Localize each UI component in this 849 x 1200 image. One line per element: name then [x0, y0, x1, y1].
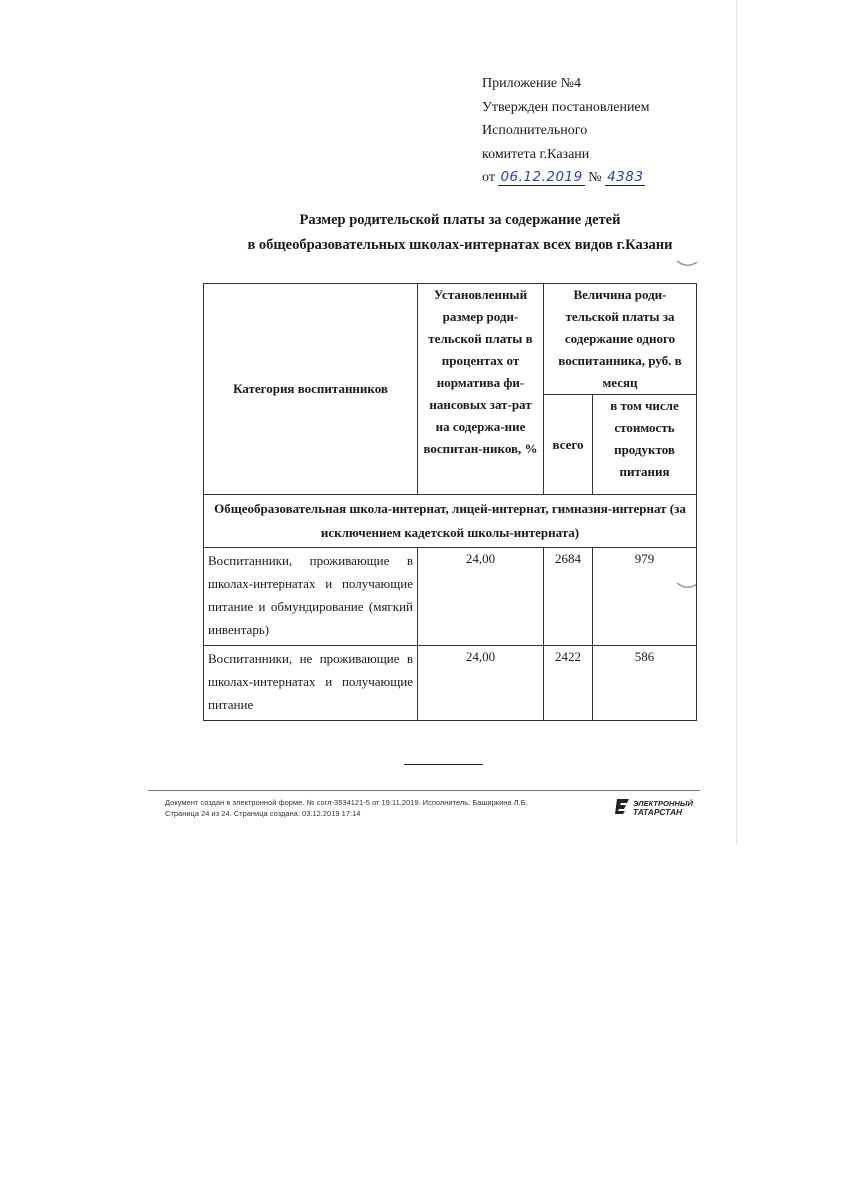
section-heading: Общеобразовательная школа-интернат, лицей-интернат, гимназия-интернат (за исключением кадетской школы-интерната) — [204, 495, 697, 548]
row-category: Воспитанники, не проживающие в школах-интернатах и получающие питание — [204, 646, 418, 721]
appendix-number: Приложение №4 — [482, 76, 581, 91]
header-rate-percent: Установленный размер роди-тельской платы в процентах от норматива фи-нансовых зат-рат на содержа-ние воспитан-ников, % — [418, 284, 544, 495]
header-total: всего — [544, 395, 593, 495]
row-rate: 24,00 — [418, 548, 544, 646]
number-prefix: № — [588, 170, 602, 185]
header-monthly-fee: Величина роди-тельской платы за содержание одного воспитанника, руб. в месяц — [544, 284, 697, 395]
punch-hole-mark — [676, 260, 698, 268]
footer-info — [165, 797, 528, 819]
header-category: Категория воспитанников — [204, 284, 418, 495]
row-rate: 24,00 — [418, 646, 544, 721]
handwritten-date: 06.12.2019 — [500, 169, 583, 185]
row-total: 2422 — [544, 646, 593, 721]
electronic-tatarstan-logo — [614, 796, 700, 818]
row-category: Воспитанники, проживающие в школах-интернатах и получающие питание и обмундирование (мягкий инвентарь) — [204, 548, 418, 646]
header-food-cost: в том числе стоимость продуктов питания — [593, 395, 697, 495]
fee-table — [203, 283, 697, 721]
row-total: 2684 — [544, 548, 593, 646]
document-title — [150, 208, 770, 258]
title-line-2: в общеобразовательных школах-интернатах всех видов г.Казани — [247, 237, 673, 253]
authority-line: Исполнительного — [482, 123, 588, 138]
table-row — [204, 548, 697, 646]
from-prefix: от — [482, 170, 495, 185]
footer-divider — [148, 790, 700, 791]
table-row — [204, 646, 697, 721]
title-line-1: Размер родительской платы за содержание детей — [299, 212, 621, 228]
committee-line: комитета г.Казани — [482, 146, 590, 162]
approval-line: Утвержден постановлением — [482, 99, 650, 115]
appendix-header — [482, 72, 650, 190]
footer-page-info: Страница 24 из 24. Страница создана: 03.12.2019 17:14 — [165, 809, 361, 818]
logo-line-2: ТАТАРСТАН — [633, 807, 683, 817]
row-food: 979 — [593, 548, 697, 646]
logo-mark-icon — [614, 797, 631, 815]
logo-line-1: ЭЛЕКТРОННЫЙ — [633, 799, 693, 808]
end-rule — [404, 764, 483, 765]
scan-page-edge — [736, 0, 737, 845]
row-food: 586 — [593, 646, 697, 721]
date-number-line — [482, 166, 650, 190]
handwritten-number: 4383 — [607, 169, 644, 185]
footer-document-info: Документ создан в электронной форме. № согл-3534121-5 от 19.11.2019. Исполнитель: Баширкина Л.Б. — [165, 798, 528, 807]
